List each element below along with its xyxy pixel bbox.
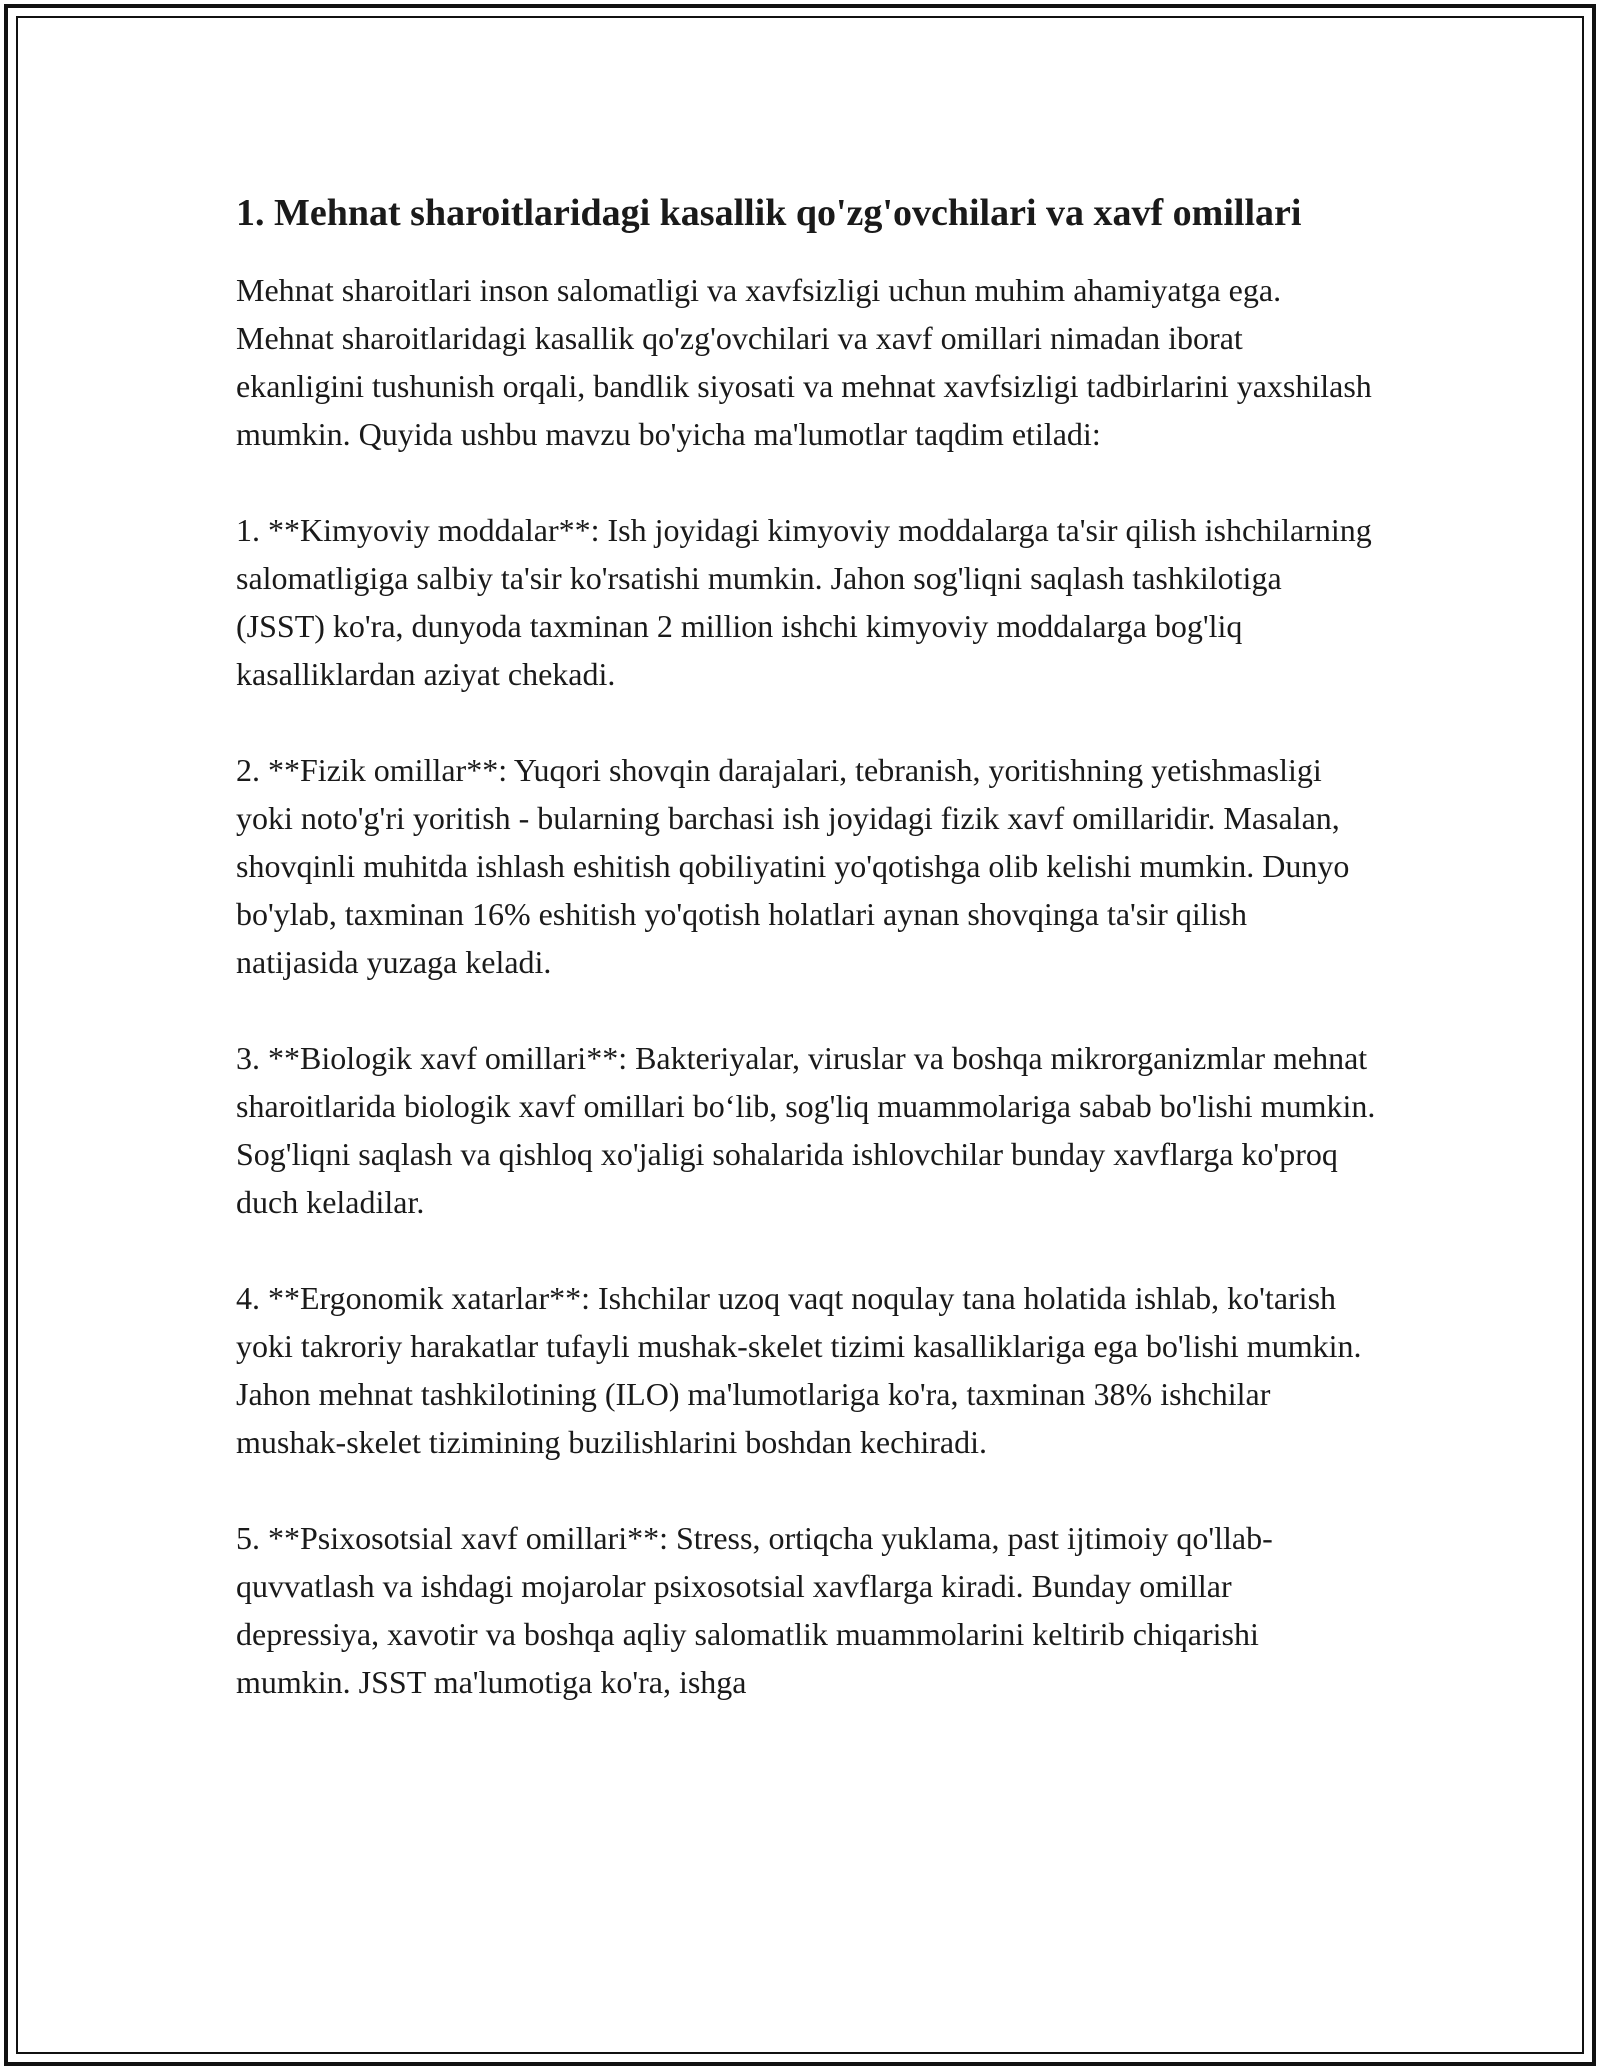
- paragraph-chemical-substances: 1. **Kimyoviy moddalar**: Ish joyidagi kimyoviy moddalarga ta'sir qilish ishchilarning salomatligiga salbiy ta'sir ko'rsatishi mumkin. Jahon sog'liqni saqlash tashkilotiga (JSST) ko'ra, dunyoda taxminan 2 million ishchi kimyoviy moddalarga bog'liq kasalliklardan aziyat chekadi.: [236, 512, 1372, 692]
- intro-paragraph: Mehnat sharoitlari inson salomatligi va xavfsizligi uchun muhim ahamiyatga ega. Mehnat sharoitlaridagi kasallik qo'zg'ovchilari va xavf omillari nimadan iborat ekanligini tushunish orqali, bandlik siyosati va mehnat xavfsizligi tadbirlarini yaxshilash mumkin. Quyida ushbu mavzu bo'yicha ma'lumotlar taqdim etiladi:: [236, 272, 1372, 452]
- document-title: 1. Mehnat sharoitlaridagi kasallik qo'zg'ovchilari va xavf omillari: [236, 192, 1302, 234]
- paragraph-physical-factors: 2. **Fizik omillar**: Yuqori shovqin darajalari, tebranish, yoritishning yetishmasligi yoki noto'g'ri yoritish - bularning barchasi ish joyidagi fizik xavf omillaridir. Masalan, shovqinli muhitda ishlash eshitish qobiliyatini yo'qotishga olib kelishi mumkin. Dunyo bo'ylab, taxminan 16% eshitish yo'qotish holatlari aynan shovqinga ta'sir qilish natijasida yuzaga keladi.: [236, 752, 1350, 980]
- paragraph-ergonomic-risks: 4. **Ergonomik xatarlar**: Ishchilar uzoq vaqt noqulay tana holatida ishlab, ko'tarish yoki takroriy harakatlar tufayli mushak-skelet tizimi kasalliklariga ega bo'lishi mumkin. Jahon mehnat tashkilotining (ILO) ma'lumotlariga ko'ra, taxminan 38% ishchilar mushak-skelet tizimining buzilishlarini boshdan kechiradi.: [236, 1280, 1362, 1460]
- document-body: [236, 186, 1376, 1754]
- paragraph-biological-hazards: 3. **Biologik xavf omillari**: Bakteriyalar, viruslar va boshqa mikrorganizmlar mehnat sharoitlarida biologik xavf omillari bo‘lib, sog'liq muammolariga sabab bo'lishi mumkin. Sog'liqni saqlash va qishloq xo'jaligi sohalarida ishlovchilar bunday xavflarga ko'proq duch keladilar.: [236, 1040, 1376, 1220]
- paragraph-psychosocial-risks: 5. **Psixosotsial xavf omillari**: Stress, ortiqcha yuklama, past ijtimoiy qo'llab-quvvatlash va ishdagi mojarolar psixosotsial xavflarga kiradi. Bunday omillar depressiya, xavotir va boshqa aqliy salomatlik muammolarini keltirib chiqarishi mumkin. JSST ma'lumotiga ko'ra, ishga: [236, 1520, 1273, 1700]
